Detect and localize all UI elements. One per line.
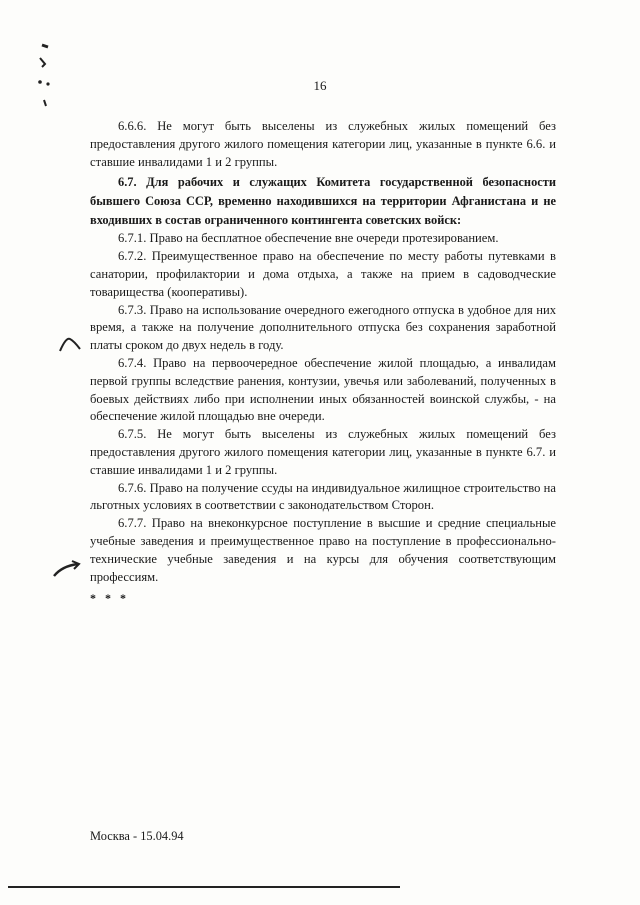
paragraph-6-7-3: 6.7.3. Право на использование очередного ежегодного отпуска в удобное для них время, а также на получение дополнительного отпуска без сохранения заработной платы сроком до двух недель в году.: [90, 302, 556, 353]
paragraph-6-6-6: 6.6.6. Не могут быть выселены из служебных жилых помещений без предоставления другого жилого помещения категории лиц, указанные в пункте 6.6. и ставшие инвалидами 1 и 2 группы.: [90, 119, 556, 169]
paragraph-6-7-2: 6.7.2. Преимущественное право на обеспечение по месту работы путевками в санатории, профилактории и дома отдыха, а также на прием в садоводческие товарищества (кооперативы).: [90, 249, 556, 299]
footer-rule: [8, 886, 400, 888]
pen-arrow-mark: [52, 558, 82, 580]
paragraph-6-7-4: 6.7.4. Право на первоочередное обеспечение жилой площадью, а инвалидам первой группы вследствие ранения, контузии, увечья или заболеваний, полученных в боевых действиях либо при исполнении иных обязанностей воинской службы, - на обеспечение жилой площадью вне очереди.: [90, 355, 556, 424]
page-number: 16: [313, 78, 327, 93]
paragraph-6-7-1: 6.7.1. Право на бесплатное обеспечение вне очереди протезированием.: [118, 231, 499, 246]
pen-check-mark: [58, 335, 84, 355]
document-body: [90, 118, 556, 608]
section-heading-6-7: 6.7. Для рабочих и служащих Комитета государственной безопасности бывшего Союза ССР, временно находившихся на территории Афганистана и не входивших в состав ограниченного контингента советских войск:: [90, 175, 556, 228]
section-separator: * * *: [90, 591, 129, 606]
paragraph-6-7-6: 6.7.6. Право на получение ссуды на индивидуальное жилищное строительство на льготных условиях в соответствии с законодательством Сторон.: [90, 480, 556, 513]
paragraph-6-7-5: 6.7.5. Не могут быть выселены из служебных жилых помещений без предоставления другого жилого помещения категории лиц, указанные в пункте 6.7. и ставшие инвалидами 1 и 2 группы.: [90, 427, 556, 477]
footer-place-date: Москва - 15.04.94: [90, 829, 184, 843]
paragraph-6-7-7: 6.7.7. Право на внеконкурсное поступление в высшие и средние специальные учебные заведения и преимущественное право на поступление в профессионально-технические учебные заведения и на курсы для обучения соответствующим профессиям.: [90, 516, 556, 584]
